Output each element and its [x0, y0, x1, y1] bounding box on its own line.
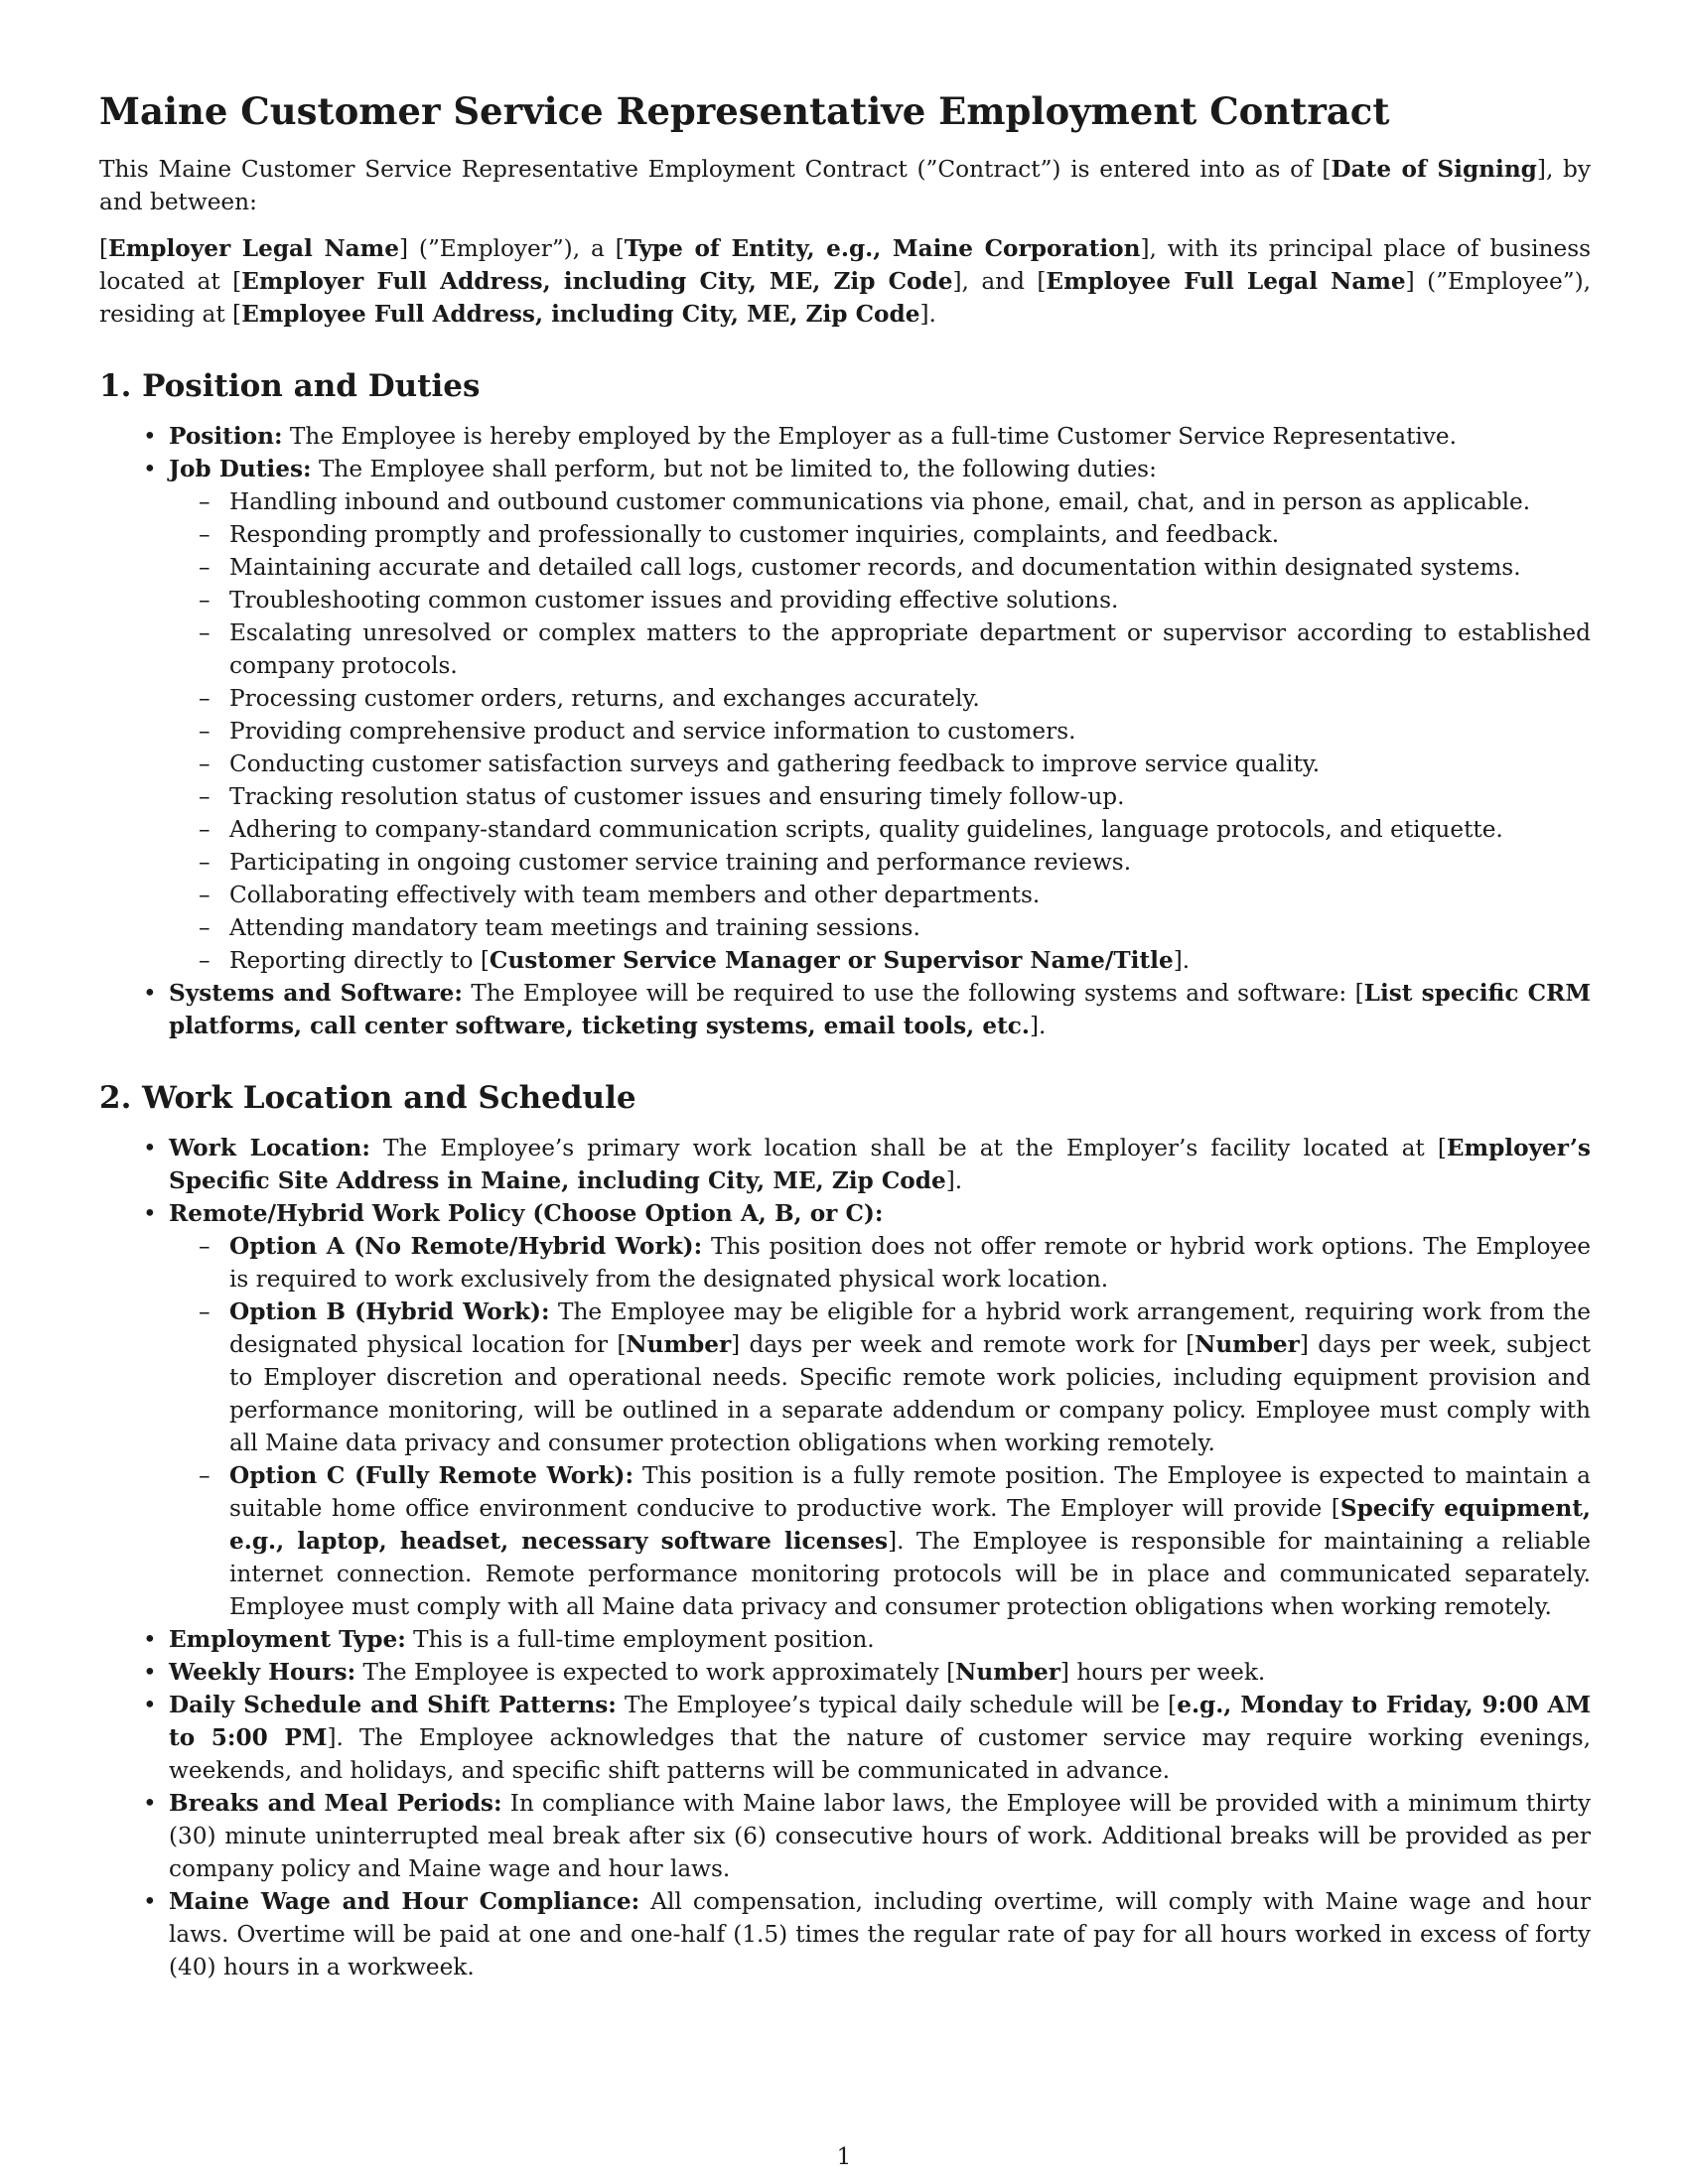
- item-text: The Employee shall perform, but not be limited to, the following duties:: [311, 456, 1157, 482]
- item-label: Maine Wage and Hour Compliance:: [169, 1888, 640, 1915]
- item-text: The Employee’s typical daily schedule will be [: [616, 1692, 1178, 1718]
- item-text: ]. The Employee acknowledges that the nature of customer service may require working evenings, weekends, and holidays, and specific shift patterns will be communicated in advance.: [169, 1724, 1591, 1784]
- duty-item: – Tracking resolution status of customer issues and ensuring timely follow-up.: [229, 780, 1591, 813]
- duty-item: – Participating in ongoing customer service training and performance reviews.: [229, 846, 1591, 879]
- parties-text: ], and [: [952, 268, 1047, 295]
- list-item: [169, 1689, 1591, 1787]
- intro-paragraph: [99, 153, 1591, 218]
- item-text: The Employee will be required to use the following systems and software: [: [462, 980, 1364, 1007]
- list-item: [169, 1885, 1591, 1983]
- option-text: ]. The Employee is responsible for maintaining a reliable internet connection. Remote performance monitoring protocols will be in place and communicated separately. Employee must comply with all Maine data privacy and consumer protection obligations when working remotely.: [229, 1528, 1591, 1620]
- option-a-item: [229, 1230, 1591, 1296]
- duty-item: – Attending mandatory team meetings and training sessions.: [229, 911, 1591, 944]
- intro-text: ], by and between:: [99, 156, 1592, 215]
- item-text: In compliance with Maine labor laws, the Employee will be provided with a minimum thirty (30) minute uninterrupted meal break after six (6) consecutive hours of work. Additional breaks will be provided as per company policy and Maine wage and hour laws.: [169, 1790, 1591, 1882]
- intro-text: This Maine Customer Service Representative Employment Contract (”Contract”) is entered into as of [: [99, 156, 1332, 183]
- placeholder-employer-name: Employer Legal Name: [108, 235, 399, 262]
- item-text: All compensation, including overtime, will comply with Maine wage and hour laws. Overtime will be paid at one and one-half (1.5) times the regular rate of pay for all hours worked in excess of forty (40) hours in a workweek.: [169, 1888, 1591, 1980]
- document-title: Maine Customer Service Representative Employment Contract: [99, 89, 1390, 133]
- placeholder-number: Number: [955, 1659, 1060, 1686]
- placeholder-entity-type: Type of Entity, e.g., Maine Corporation: [624, 235, 1141, 262]
- placeholder-date-of-signing: Date of Signing: [1331, 156, 1537, 183]
- item-label: Breaks and Meal Periods:: [169, 1790, 502, 1817]
- list-item: [169, 1132, 1591, 1197]
- item-label: Position:: [169, 423, 283, 450]
- item-text: ] hours per week.: [1059, 1659, 1266, 1686]
- option-text: ] days per week and remote work for [: [731, 1331, 1196, 1358]
- duties-sublist: [169, 485, 1591, 977]
- item-text: ].: [1029, 1013, 1047, 1039]
- item-text: The Employee is expected to work approximately [: [355, 1659, 956, 1686]
- item-text: This is a full-time employment position.: [405, 1626, 875, 1653]
- item-label: Work Location:: [169, 1135, 370, 1161]
- parties-paragraph: [99, 232, 1591, 331]
- duty-item: – Troubleshooting common customer issues and providing effective solutions.: [229, 584, 1591, 616]
- parties-text: ] (”Employer”), a [: [398, 235, 625, 262]
- list-item: [169, 453, 1591, 977]
- duty-item: – Responding promptly and professionally to customer inquiries, complaints, and feedback.: [229, 518, 1591, 551]
- item-text: ].: [945, 1167, 963, 1194]
- parties-text: ].: [919, 301, 936, 328]
- option-c-item: [229, 1459, 1591, 1623]
- list-item: [169, 977, 1591, 1042]
- option-b-item: [229, 1296, 1591, 1459]
- page-number: 1: [836, 2144, 852, 2170]
- duty-item: – Processing customer orders, returns, and exchanges accurately.: [229, 682, 1591, 715]
- section-heading-position: 1. Position and Duties: [99, 368, 481, 404]
- item-text: The Employee’s primary work location shall be at the Employer’s facility located at [: [369, 1135, 1447, 1161]
- contract-page: [99, 87, 1591, 1983]
- option-label: Option A (No Remote/Hybrid Work):: [229, 1233, 703, 1260]
- list-item: [169, 420, 1591, 453]
- placeholder-number: Number: [626, 1331, 732, 1358]
- duty-item: – Providing comprehensive product and service information to customers.: [229, 715, 1591, 748]
- item-label: Weekly Hours:: [169, 1659, 356, 1686]
- duty-item: – Escalating unresolved or complex matters to the appropriate department or supervisor according to established company protocols.: [229, 616, 1591, 682]
- item-label: Job Duties:: [169, 456, 312, 482]
- list-item: [169, 1197, 1591, 1623]
- duty-item: – Maintaining accurate and detailed call logs, customer records, and documentation within designated systems.: [229, 551, 1591, 584]
- placeholder-manager: Customer Service Manager or Supervisor Name/Title: [489, 947, 1174, 974]
- location-schedule-list: [99, 1132, 1591, 1983]
- item-label: Daily Schedule and Shift Patterns:: [169, 1692, 617, 1718]
- placeholder-employee-address: Employee Full Address, including City, ME, Zip Code: [241, 301, 920, 328]
- section-heading-location: 2. Work Location and Schedule: [99, 1080, 636, 1116]
- placeholder-systems: List specific CRM platforms, call center software, ticketing systems, email tools, etc.: [169, 980, 1591, 1039]
- parties-text: ], with its principal place of business located at [: [99, 235, 1591, 295]
- item-label: Remote/Hybrid Work Policy (Choose Option A, B, or C):: [169, 1200, 884, 1227]
- list-item: [169, 1787, 1591, 1885]
- list-item: [169, 1623, 1591, 1656]
- option-label: Option C (Fully Remote Work):: [229, 1462, 634, 1489]
- item-text: ].: [1173, 947, 1191, 974]
- parties-text: [: [99, 235, 109, 262]
- placeholder-number: Number: [1195, 1331, 1300, 1358]
- duty-item: – Adhering to company-standard communication scripts, quality guidelines, language protocols, and etiquette.: [229, 813, 1591, 846]
- list-item: [169, 1656, 1591, 1689]
- position-duties-list: [99, 420, 1591, 1042]
- parties-text: ] (”Employee”), residing at [: [99, 268, 1592, 328]
- option-text: This position is a fully remote position. The Employee is expected to maintain a suitable home office environment conducive to productive work. The Employer will provide [: [229, 1462, 1591, 1522]
- remote-options-sublist: [169, 1230, 1591, 1623]
- duty-item: – Conducting customer satisfaction surveys and gathering feedback to improve service quality.: [229, 748, 1591, 780]
- duty-item: – Collaborating effectively with team members and other departments.: [229, 879, 1591, 911]
- item-text: The Employee is hereby employed by the Employer as a full-time Customer Service Representative.: [282, 423, 1457, 450]
- option-text: This position does not offer remote or hybrid work options. The Employee is required to work exclusively from the designated physical work location.: [229, 1233, 1591, 1293]
- option-label: Option B (Hybrid Work):: [229, 1298, 550, 1325]
- duty-item: – Handling inbound and outbound customer communications via phone, email, chat, and in person as applicable.: [229, 485, 1591, 518]
- option-text: ] days per week, subject to Employer discretion and operational needs. Specific remote work policies, including equipment provision and performance monitoring, will be outlined in a separate addendum or company policy. Employee must comply with all Maine data privacy and consumer protection obligations when working remotely.: [229, 1331, 1591, 1456]
- item-label: Employment Type:: [169, 1626, 406, 1653]
- item-text: Reporting directly to [: [229, 947, 490, 974]
- placeholder-equipment: Specify equipment, e.g., laptop, headset, necessary software licenses: [229, 1495, 1591, 1555]
- placeholder-site-address: Employer’s Specific Site Address in Maine, including City, ME, Zip Code: [169, 1135, 1591, 1194]
- placeholder-employer-address: Employer Full Address, including City, ME, Zip Code: [241, 268, 953, 295]
- placeholder-schedule: e.g., Monday to Friday, 9:00 AM to 5:00 PM: [169, 1692, 1592, 1751]
- duty-item-reporting: [229, 944, 1591, 977]
- placeholder-employee-name: Employee Full Legal Name: [1046, 268, 1406, 295]
- item-label: Systems and Software:: [169, 980, 463, 1007]
- option-text: The Employee may be eligible for a hybrid work arrangement, requiring work from the designated physical location for [: [229, 1298, 1591, 1358]
